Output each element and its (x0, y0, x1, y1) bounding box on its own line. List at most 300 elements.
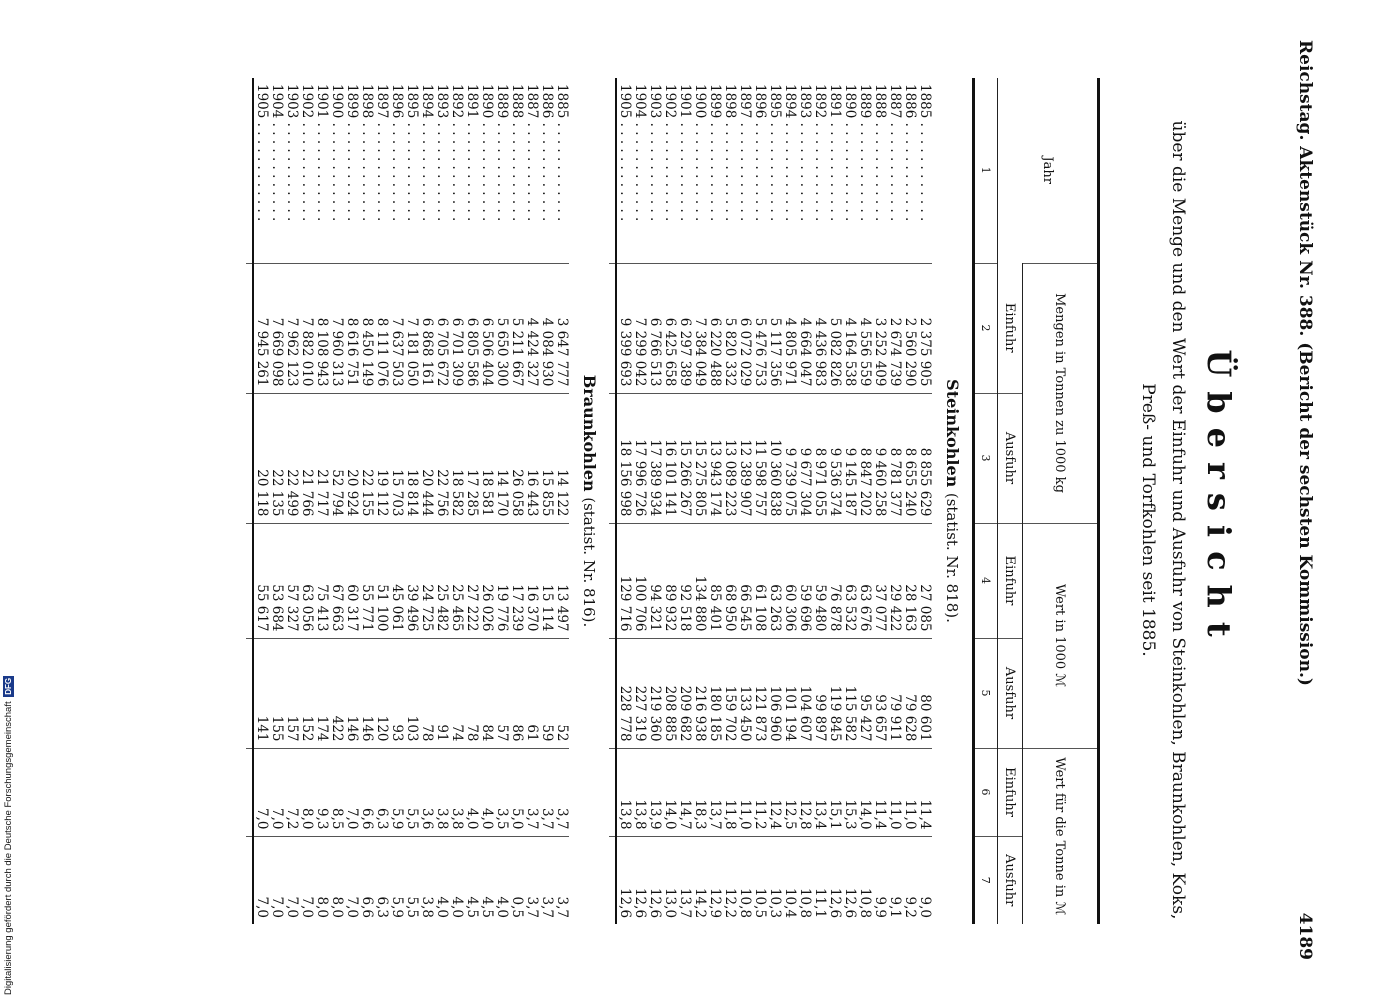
tonne-ausfuhr-cell: 10,5 (752, 836, 767, 924)
tonne-ausfuhr-cell: 10,8 (797, 836, 812, 924)
tonne-einfuhr-cell: 5,5 (404, 748, 419, 836)
wert-einfuhr-cell: 39 496 (404, 523, 419, 638)
menge-ausfuhr-cell: 20 118 (253, 393, 269, 523)
year-cell: 1890 . . . . . . . . . . . . (479, 84, 495, 222)
wert-ausfuhr-cell: 133 450 (737, 638, 752, 748)
menge-ausfuhr-cell: 9 145 187 (842, 393, 857, 523)
rule-cell (609, 748, 616, 836)
menge-einfuhr-cell: 8 108 943 (314, 263, 329, 393)
menge-ausfuhr-cell: 8 971 055 (812, 393, 827, 523)
table-row (752, 78, 767, 924)
page-number: 4189 (1295, 912, 1315, 960)
rule-cell (609, 78, 616, 263)
year-cell: 1892 . . . . . . . . . . . . (812, 84, 828, 222)
table-row (389, 78, 404, 924)
tonne-einfuhr-cell: 11,0 (737, 748, 752, 836)
table-row (284, 78, 299, 924)
wert-ausfuhr-cell: 78 (464, 638, 479, 748)
menge-ausfuhr-cell: 8 655 240 (902, 393, 917, 523)
wert-einfuhr-cell: 63 676 (857, 523, 872, 638)
table-row (374, 78, 389, 924)
tonne-einfuhr-cell: 11,4 (872, 748, 887, 836)
wert-ausfuhr-cell: 180 185 (707, 638, 722, 748)
tonne-einfuhr-cell: 7,2 (284, 748, 299, 836)
tonne-ausfuhr-cell: 13,0 (662, 836, 677, 924)
menge-einfuhr-cell: 4 084 930 (539, 263, 554, 393)
header-ausfuhr: Ausfuhr (998, 638, 1023, 748)
menge-ausfuhr-cell: 17 285 (464, 393, 479, 523)
menge-einfuhr-cell: 6 705 672 (434, 263, 449, 393)
wert-einfuhr-cell: 25 482 (434, 523, 449, 638)
menge-ausfuhr-cell: 13 943 174 (707, 393, 722, 523)
menge-ausfuhr-cell: 19 112 (374, 393, 389, 523)
tonne-einfuhr-cell: 15,3 (842, 748, 857, 836)
year-cell: 1899 . . . . . . . . . . . . (707, 84, 723, 222)
tonne-einfuhr-cell: 18,3 (692, 748, 707, 836)
table-row (269, 78, 284, 924)
tonne-einfuhr-cell: 6,3 (374, 748, 389, 836)
wert-ausfuhr-cell: 93 657 (872, 638, 887, 748)
year-cell: 1903 . . . . . . . . . . . . (647, 84, 663, 222)
menge-ausfuhr-cell: 13 089 223 (722, 393, 737, 523)
wert-ausfuhr-cell: 146 (344, 638, 359, 748)
menge-einfuhr-cell: 7 960 313 (329, 263, 344, 393)
year-cell: 1891 . . . . . . . . . . . . (827, 84, 843, 222)
year-cell: 1892 . . . . . . . . . . . . (449, 84, 465, 222)
column-number: 7 (974, 836, 998, 924)
tonne-einfuhr-cell: 13,7 (707, 748, 722, 836)
year-cell: 1896 . . . . . . . . . . . . (752, 84, 768, 222)
header-ausfuhr: Ausfuhr (998, 393, 1023, 523)
menge-einfuhr-cell: 2 674 739 (887, 263, 902, 393)
menge-ausfuhr-cell: 22 135 (269, 393, 284, 523)
tonne-ausfuhr-cell: 4,0 (449, 836, 464, 924)
wert-einfuhr-cell: 61 108 (752, 523, 767, 638)
header-einfuhr: Einfuhr (998, 263, 1023, 393)
table-row (842, 78, 857, 924)
wert-ausfuhr-cell: 119 845 (827, 638, 842, 748)
menge-ausfuhr-cell: 15 275 805 (692, 393, 707, 523)
menge-ausfuhr-cell: 15 855 (539, 393, 554, 523)
tonne-einfuhr-cell: 6,6 (359, 748, 374, 836)
menge-ausfuhr-cell: 9 460 258 (872, 393, 887, 523)
tonne-ausfuhr-cell: 3,7 (524, 836, 539, 924)
wert-einfuhr-cell: 25 465 (449, 523, 464, 638)
table-row (782, 78, 797, 924)
wert-einfuhr-cell: 15 114 (539, 523, 554, 638)
tonne-einfuhr-cell: 11,0 (887, 748, 902, 836)
year-cell: 1893 . . . . . . . . . . . . (797, 84, 813, 222)
menge-ausfuhr-cell: 14 122 (554, 393, 569, 523)
header-ausfuhr: Ausfuhr (998, 836, 1023, 924)
rule-cell (246, 748, 253, 836)
header-tonne: Wert für die Tonne in ℳ (1023, 748, 1099, 924)
footer-text: Digitalisierung gefördert durch die Deutsche Forschungsgemeinschaft (3, 701, 14, 995)
wert-einfuhr-cell: 55 771 (359, 523, 374, 638)
menge-einfuhr-cell: 2 375 905 (917, 263, 932, 393)
tonne-ausfuhr-cell: 12,9 (707, 836, 722, 924)
wert-ausfuhr-cell: 91 (434, 638, 449, 748)
table-row (509, 78, 524, 924)
section-title: Braunkohlen (580, 374, 599, 492)
wert-ausfuhr-cell: 95 427 (857, 638, 872, 748)
section-title: Steinkohlen (943, 379, 962, 488)
menge-einfuhr-cell: 6 701 309 (449, 263, 464, 393)
menge-einfuhr-cell: 7 384 049 (692, 263, 707, 393)
table-row (632, 78, 647, 924)
year-cell: 1888 . . . . . . . . . . . . (872, 84, 888, 222)
header-einfuhr: Einfuhr (998, 748, 1023, 836)
year-cell: 1904 . . . . . . . . . . . . (632, 84, 648, 222)
year-cell: 1887 . . . . . . . . . . . . (524, 84, 540, 222)
tonne-ausfuhr-cell: 4,0 (434, 836, 449, 924)
tonne-einfuhr-cell: 4,0 (479, 748, 494, 836)
wert-ausfuhr-cell: 84 (479, 638, 494, 748)
table-row (737, 78, 752, 924)
table-row (887, 78, 902, 924)
menge-ausfuhr-cell: 8 781 377 (887, 393, 902, 523)
menge-ausfuhr-cell: 18 581 (479, 393, 494, 523)
menge-ausfuhr-cell: 17 996 726 (632, 393, 647, 523)
tonne-ausfuhr-cell: 14,2 (692, 836, 707, 924)
table-row (359, 78, 374, 924)
tonne-einfuhr-cell: 14,0 (662, 748, 677, 836)
menge-ausfuhr-cell: 9 536 374 (827, 393, 842, 523)
tonne-ausfuhr-cell: 10,8 (737, 836, 752, 924)
year-cell: 1894 . . . . . . . . . . . . (782, 84, 798, 222)
header-mengen: Mengen in Tonnen zu 1000 kg (1023, 263, 1099, 523)
rule-cell (246, 638, 253, 748)
tonne-einfuhr-cell: 3,7 (524, 748, 539, 836)
tonne-ausfuhr-cell: 4,5 (479, 836, 494, 924)
tonne-ausfuhr-cell: 10,8 (857, 836, 872, 924)
table-row (616, 78, 632, 924)
tonne-ausfuhr-cell: 9,9 (872, 836, 887, 924)
tonne-ausfuhr-cell: 12,6 (842, 836, 857, 924)
wert-ausfuhr-cell: 52 (554, 638, 569, 748)
table-row (554, 78, 569, 924)
tonne-ausfuhr-cell: 9,0 (917, 836, 932, 924)
table-row (344, 78, 359, 924)
year-cell: 1895 . . . . . . . . . . . . (767, 84, 783, 222)
wert-ausfuhr-cell: 74 (449, 638, 464, 748)
tonne-einfuhr-cell: 3,6 (419, 748, 434, 836)
menge-einfuhr-cell: 6 072 029 (737, 263, 752, 393)
year-cell: 1897 . . . . . . . . . . . . (737, 84, 753, 222)
page-subtitle: über die Menge und den Wert der Einfuhr und Ausfuhr von Steinkohlen, Braunkohlen, Koks, Preß- und Torfkohlen seit 1885. (1138, 120, 1188, 920)
menge-ausfuhr-cell: 8 855 629 (917, 393, 932, 523)
tonne-einfuhr-cell: 4,0 (464, 748, 479, 836)
wert-einfuhr-cell: 60 306 (782, 523, 797, 638)
rule-cell (246, 393, 253, 523)
rule-cell (609, 836, 616, 924)
wert-ausfuhr-cell: 120 (374, 638, 389, 748)
menge-einfuhr-cell: 4 424 327 (524, 263, 539, 393)
table-row (329, 78, 344, 924)
menge-einfuhr-cell: 7 181 050 (404, 263, 419, 393)
page-title: Übersicht (1200, 349, 1238, 651)
header-left: Reichstag. Aktenstück Nr. 388. (Bericht der sechsten Kommission.) (1295, 40, 1315, 686)
year-cell: 1886 . . . . . . . . . . . . (539, 84, 555, 222)
table-row (464, 78, 479, 924)
year-cell: 1896 . . . . . . . . . . . . (389, 84, 405, 222)
table-row (314, 78, 329, 924)
table-row (479, 78, 494, 924)
wert-einfuhr-cell: 129 716 (616, 523, 632, 638)
section-heading (932, 78, 974, 924)
section-heading (569, 78, 609, 924)
wert-einfuhr-cell: 45 061 (389, 523, 404, 638)
tonne-einfuhr-cell: 5,0 (509, 748, 524, 836)
tonne-ausfuhr-cell: 6,6 (359, 836, 374, 924)
menge-einfuhr-cell: 4 556 559 (857, 263, 872, 393)
table-row (419, 78, 434, 924)
menge-ausfuhr-cell: 15 703 (389, 393, 404, 523)
wert-einfuhr-cell: 75 413 (314, 523, 329, 638)
column-number: 6 (974, 748, 998, 836)
wert-ausfuhr-cell: 141 (253, 638, 269, 748)
wert-ausfuhr-cell: 115 582 (842, 638, 857, 748)
tonne-ausfuhr-cell: 3,8 (419, 836, 434, 924)
column-number: 3 (974, 393, 998, 523)
tonne-ausfuhr-cell: 9,1 (887, 836, 902, 924)
tonne-ausfuhr-cell: 0,5 (509, 836, 524, 924)
menge-ausfuhr-cell: 20 924 (344, 393, 359, 523)
menge-ausfuhr-cell: 18 156 998 (616, 393, 632, 523)
wert-einfuhr-cell: 28 163 (902, 523, 917, 638)
menge-einfuhr-cell: 7 945 261 (253, 263, 269, 393)
menge-einfuhr-cell: 2 560 290 (902, 263, 917, 393)
wert-einfuhr-cell: 17 239 (509, 523, 524, 638)
tonne-ausfuhr-cell: 4,5 (464, 836, 479, 924)
menge-einfuhr-cell: 5 476 753 (752, 263, 767, 393)
tonne-ausfuhr-cell: 5,9 (389, 836, 404, 924)
section-title-cell (932, 78, 974, 924)
tonne-einfuhr-cell: 5,9 (389, 748, 404, 836)
menge-ausfuhr-cell: 12 389 907 (737, 393, 752, 523)
wert-ausfuhr-cell: 157 (284, 638, 299, 748)
column-number: 2 (974, 263, 998, 393)
tonne-einfuhr-cell: 11,0 (902, 748, 917, 836)
year-cell: 1905 . . . . . . . . . . . . (254, 84, 270, 222)
wert-einfuhr-cell: 63 532 (842, 523, 857, 638)
tonne-ausfuhr-cell: 6,3 (374, 836, 389, 924)
tonne-ausfuhr-cell: 8,0 (329, 836, 344, 924)
wert-ausfuhr-cell: 159 702 (722, 638, 737, 748)
section-source: (statist. Nr. 818). (943, 492, 961, 623)
wert-einfuhr-cell: 134 880 (692, 523, 707, 638)
menge-ausfuhr-cell: 16 101 141 (662, 393, 677, 523)
wert-einfuhr-cell: 13 497 (554, 523, 569, 638)
rule-cell (246, 836, 253, 924)
tonne-ausfuhr-cell: 12,2 (722, 836, 737, 924)
wert-ausfuhr-cell: 78 (419, 638, 434, 748)
tonne-einfuhr-cell: 3,7 (554, 748, 569, 836)
tonne-einfuhr-cell: 3,5 (494, 748, 509, 836)
rule-cell (246, 523, 253, 638)
wert-einfuhr-cell: 29 422 (887, 523, 902, 638)
wert-einfuhr-cell: 92 518 (677, 523, 692, 638)
table-row (539, 78, 554, 924)
menge-ausfuhr-cell: 10 360 838 (767, 393, 782, 523)
wert-einfuhr-cell: 53 684 (269, 523, 284, 638)
tonne-ausfuhr-cell: 12,6 (616, 836, 632, 924)
table-row (299, 78, 314, 924)
tonne-ausfuhr-cell: 7,0 (284, 836, 299, 924)
section-rule (609, 78, 616, 924)
menge-einfuhr-cell: 3 647 777 (554, 263, 569, 393)
wert-einfuhr-cell: 67 663 (329, 523, 344, 638)
wert-ausfuhr-cell: 227 319 (632, 638, 647, 748)
year-cell: 1890 . . . . . . . . . . . . (842, 84, 858, 222)
wert-ausfuhr-cell: 104 607 (797, 638, 812, 748)
wert-ausfuhr-cell: 99 897 (812, 638, 827, 748)
tonne-einfuhr-cell: 7,0 (253, 748, 269, 836)
menge-ausfuhr-cell: 9 677 304 (797, 393, 812, 523)
year-cell: 1899 . . . . . . . . . . . . (344, 84, 360, 222)
menge-ausfuhr-cell: 21 717 (314, 393, 329, 523)
wert-einfuhr-cell: 76 878 (827, 523, 842, 638)
wert-einfuhr-cell: 100 706 (632, 523, 647, 638)
menge-ausfuhr-cell: 21 766 (299, 393, 314, 523)
table-row (692, 78, 707, 924)
tonne-einfuhr-cell: 3,7 (539, 748, 554, 836)
year-cell: 1897 . . . . . . . . . . . . (374, 84, 390, 222)
wert-einfuhr-cell: 66 545 (737, 523, 752, 638)
wert-ausfuhr-cell: 216 938 (692, 638, 707, 748)
wert-einfuhr-cell: 24 725 (419, 523, 434, 638)
wert-einfuhr-cell: 19 776 (494, 523, 509, 638)
wert-ausfuhr-cell: 106 960 (767, 638, 782, 748)
year-cell: 1889 . . . . . . . . . . . . (494, 84, 510, 222)
tonne-einfuhr-cell: 13,9 (647, 748, 662, 836)
year-cell: 1904 . . . . . . . . . . . . (269, 84, 285, 222)
wert-einfuhr-cell: 85 401 (707, 523, 722, 638)
menge-ausfuhr-cell: 18 814 (404, 393, 419, 523)
menge-einfuhr-cell: 4 664 047 (797, 263, 812, 393)
menge-ausfuhr-cell: 8 847 202 (857, 393, 872, 523)
table-row (449, 78, 464, 924)
menge-einfuhr-cell: 4 436 983 (812, 263, 827, 393)
wert-einfuhr-cell: 68 950 (722, 523, 737, 638)
wert-einfuhr-cell: 94 321 (647, 523, 662, 638)
menge-ausfuhr-cell: 26 058 (509, 393, 524, 523)
tonne-ausfuhr-cell: 3,7 (554, 836, 569, 924)
table-row (722, 78, 737, 924)
year-cell: 1885 . . . . . . . . . . . . (917, 84, 933, 222)
table-row (797, 78, 812, 924)
year-cell: 1887 . . . . . . . . . . . . (887, 84, 903, 222)
tonne-einfuhr-cell: 9,3 (314, 748, 329, 836)
tonne-einfuhr-cell: 8,0 (299, 748, 314, 836)
menge-einfuhr-cell: 7 637 503 (389, 263, 404, 393)
menge-ausfuhr-cell: 20 444 (419, 393, 434, 523)
tonne-ausfuhr-cell: 5,5 (404, 836, 419, 924)
header-jahr: Jahr (998, 78, 1099, 263)
table-row (404, 78, 419, 924)
year-cell: 1898 . . . . . . . . . . . . (722, 84, 738, 222)
tonne-einfuhr-cell: 11,2 (752, 748, 767, 836)
table-row (524, 78, 539, 924)
tonne-einfuhr-cell: 3,8 (434, 748, 449, 836)
menge-einfuhr-cell: 5 820 332 (722, 263, 737, 393)
menge-einfuhr-cell: 6 766 513 (647, 263, 662, 393)
tonne-einfuhr-cell: 13,8 (632, 748, 647, 836)
tonne-einfuhr-cell: 8,5 (329, 748, 344, 836)
menge-ausfuhr-cell: 9 739 075 (782, 393, 797, 523)
rule-cell (609, 263, 616, 393)
wert-ausfuhr-cell: 101 194 (782, 638, 797, 748)
table-row (827, 78, 842, 924)
menge-ausfuhr-cell: 22 499 (284, 393, 299, 523)
wert-einfuhr-cell: 55 617 (253, 523, 269, 638)
wert-einfuhr-cell: 27 222 (464, 523, 479, 638)
year-cell: 1894 . . . . . . . . . . . . (419, 84, 435, 222)
wert-ausfuhr-cell: 174 (314, 638, 329, 748)
year-cell: 1901 . . . . . . . . . . . . (677, 84, 693, 222)
rule-cell (246, 263, 253, 393)
table-row (707, 78, 722, 924)
menge-einfuhr-cell: 7 882 010 (299, 263, 314, 393)
table-row (647, 78, 662, 924)
tonne-ausfuhr-cell: 7,0 (253, 836, 269, 924)
tonne-ausfuhr-cell: 7,0 (344, 836, 359, 924)
wert-ausfuhr-cell: 79 628 (902, 638, 917, 748)
wert-einfuhr-cell: 27 085 (917, 523, 932, 638)
tonne-ausfuhr-cell: 12,6 (647, 836, 662, 924)
wert-ausfuhr-cell: 57 (494, 638, 509, 748)
menge-einfuhr-cell: 5 211 667 (509, 263, 524, 393)
wert-ausfuhr-cell: 152 (299, 638, 314, 748)
menge-ausfuhr-cell: 22 756 (434, 393, 449, 523)
table-row (662, 78, 677, 924)
year-cell: 1891 . . . . . . . . . . . . (464, 84, 480, 222)
tonne-einfuhr-cell: 7,0 (344, 748, 359, 836)
menge-einfuhr-cell: 5 117 356 (767, 263, 782, 393)
wert-ausfuhr-cell: 155 (269, 638, 284, 748)
table-row (767, 78, 782, 924)
wert-ausfuhr-cell: 80 601 (917, 638, 932, 748)
wert-ausfuhr-cell: 86 (509, 638, 524, 748)
section-title-cell (569, 78, 609, 924)
menge-ausfuhr-cell: 16 443 (524, 393, 539, 523)
tonne-ausfuhr-cell: 12,6 (827, 836, 842, 924)
year-cell: 1898 . . . . . . . . . . . . (359, 84, 375, 222)
menge-ausfuhr-cell: 17 389 934 (647, 393, 662, 523)
wert-einfuhr-cell: 57 327 (284, 523, 299, 638)
wert-einfuhr-cell: 26 026 (479, 523, 494, 638)
tonne-einfuhr-cell: 13,4 (812, 748, 827, 836)
menge-einfuhr-cell: 5 082 826 (827, 263, 842, 393)
tonne-ausfuhr-cell: 9,2 (902, 836, 917, 924)
year-cell: 1900 . . . . . . . . . . . . (329, 84, 345, 222)
wert-ausfuhr-cell: 79 911 (887, 638, 902, 748)
tonne-einfuhr-cell: 12,4 (767, 748, 782, 836)
table-row (677, 78, 692, 924)
rule-cell (609, 393, 616, 523)
wert-ausfuhr-cell: 219 360 (647, 638, 662, 748)
column-number: 5 (974, 638, 998, 748)
menge-ausfuhr-cell: 18 582 (449, 393, 464, 523)
table-row (872, 78, 887, 924)
menge-einfuhr-cell: 6 805 586 (464, 263, 479, 393)
wert-ausfuhr-cell: 103 (404, 638, 419, 748)
menge-einfuhr-cell: 7 299 042 (632, 263, 647, 393)
menge-ausfuhr-cell: 15 266 267 (677, 393, 692, 523)
data-table (246, 78, 1100, 924)
tonne-einfuhr-cell: 14,0 (857, 748, 872, 836)
tonne-ausfuhr-cell: 8,0 (314, 836, 329, 924)
